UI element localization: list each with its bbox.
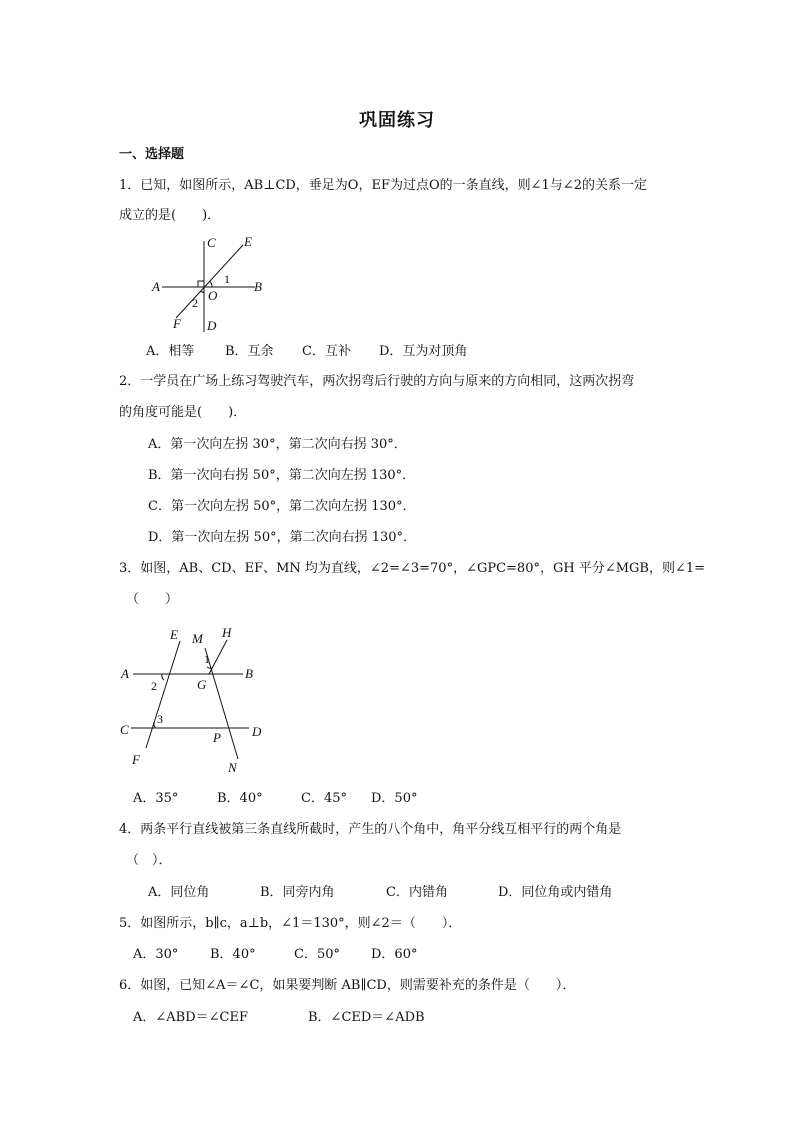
label-e: E [170, 627, 178, 642]
q4-stem-line1: 4．两条平行直线被第三条直线所截时，产生的八个角中，角平分线互相平行的两个角是 [119, 822, 622, 837]
q5-stem: 5．如图所示，b∥c，a⊥b，∠1＝130°，则∠2＝（ ）． [119, 916, 462, 931]
label-b: B [254, 279, 262, 294]
label-f: F [132, 752, 140, 767]
q3-option-b[interactable]: B．40° [217, 791, 263, 806]
angle-2-arc [162, 674, 164, 680]
line-ef [146, 641, 180, 748]
q1-option-a[interactable]: A．相等 [146, 344, 195, 359]
label-angle-2: 2 [192, 296, 198, 310]
q4-option-a[interactable]: A．同位角 [148, 885, 210, 900]
q1-option-d[interactable]: D．互为对顶角 [379, 344, 468, 359]
label-angle-3: 3 [157, 712, 163, 726]
q4-option-c[interactable]: C．内错角 [386, 885, 448, 900]
q2-option-b[interactable]: B．第一次向右拐 50°，第二次向左拐 130°． [148, 468, 416, 483]
q2-stem-line2: 的角度可能是( )． [119, 405, 247, 420]
q3-stem-line2: （ ） [126, 592, 179, 607]
page-title: 巩固练习 [359, 110, 435, 131]
angle-2-arc [200, 291, 204, 293]
label-m: M [192, 631, 203, 646]
q2-option-a[interactable]: A．第一次向左拐 30°，第二次向右拐 30°． [148, 437, 407, 452]
label-e: E [244, 234, 252, 249]
q3-option-a[interactable]: A．35° [133, 791, 179, 806]
q3-option-c[interactable]: C．45° [301, 791, 347, 806]
q5-option-c[interactable]: C．50° [294, 947, 340, 962]
label-p: P [213, 730, 221, 745]
label-a: A [152, 279, 160, 294]
q2-option-c[interactable]: C．第一次向左拐 50°，第二次向左拐 130°． [148, 499, 416, 514]
label-a: A [121, 666, 129, 681]
label-g: G [197, 677, 207, 692]
label-c: C [207, 235, 216, 250]
section-heading: 一、选择题 [119, 147, 185, 162]
label-b: B [245, 666, 253, 681]
angle-1-arc [210, 281, 213, 287]
q5-option-a[interactable]: A．30° [133, 947, 179, 962]
label-angle-1: 1 [204, 652, 210, 666]
q1-option-c[interactable]: C．互补 [302, 344, 351, 359]
line-gh [209, 640, 227, 674]
q3-stem-line1: 3．如图，AB、CD、EF、MN 均为直线，∠2=∠3=70°，∠GPC=80°，GH 平分∠MGB，则∠1= [119, 561, 706, 576]
q2-stem-line1: 2．一学员在广场上练习驾驶汽车，两次拐弯后行驶的方向与原来的方向相同，这两次拐弯 [119, 374, 635, 389]
label-h: H [222, 625, 232, 640]
label-n: N [228, 760, 237, 775]
q4-option-b[interactable]: B．同旁内角 [260, 885, 335, 900]
q6-option-b[interactable]: B．∠CED＝∠ADB [308, 1010, 425, 1025]
label-f: F [173, 316, 181, 331]
q1-figure [140, 230, 280, 340]
q3-figure [115, 620, 275, 780]
angle-3-arc [154, 722, 156, 728]
q4-stem-line2: （ ）． [126, 853, 172, 868]
q6-stem: 6．如图，已知∠A＝∠C，如果要判断 AB∥CD，则需要补充的条件是（ ）． [119, 978, 576, 993]
q5-option-d[interactable]: D．60° [371, 947, 418, 962]
label-c: C [120, 722, 129, 737]
q6-option-a[interactable]: A．∠ABD＝∠CEF [133, 1010, 248, 1025]
label-angle-2: 2 [151, 679, 157, 693]
q1-stem-line1: 1．已知，如图所示，AB⊥CD，垂足为O，EF为过点O的一条直线，则∠1与∠2的关系一定 [119, 178, 647, 193]
right-angle-mark [198, 281, 204, 287]
label-d: D [252, 724, 262, 739]
q3-option-d[interactable]: D．50° [371, 791, 418, 806]
q2-option-d[interactable]: D．第一次向左拐 50°，第二次向右拐 130°． [148, 530, 417, 545]
label-angle-1: 1 [224, 272, 230, 286]
label-o: O [208, 288, 218, 303]
q5-option-b[interactable]: B．40° [210, 947, 256, 962]
q1-option-b[interactable]: B．互余 [225, 344, 274, 359]
q4-option-d[interactable]: D．同位角或内错角 [498, 885, 613, 900]
label-d: D [207, 318, 217, 333]
q1-stem-line2: 成立的是( )． [119, 208, 221, 223]
